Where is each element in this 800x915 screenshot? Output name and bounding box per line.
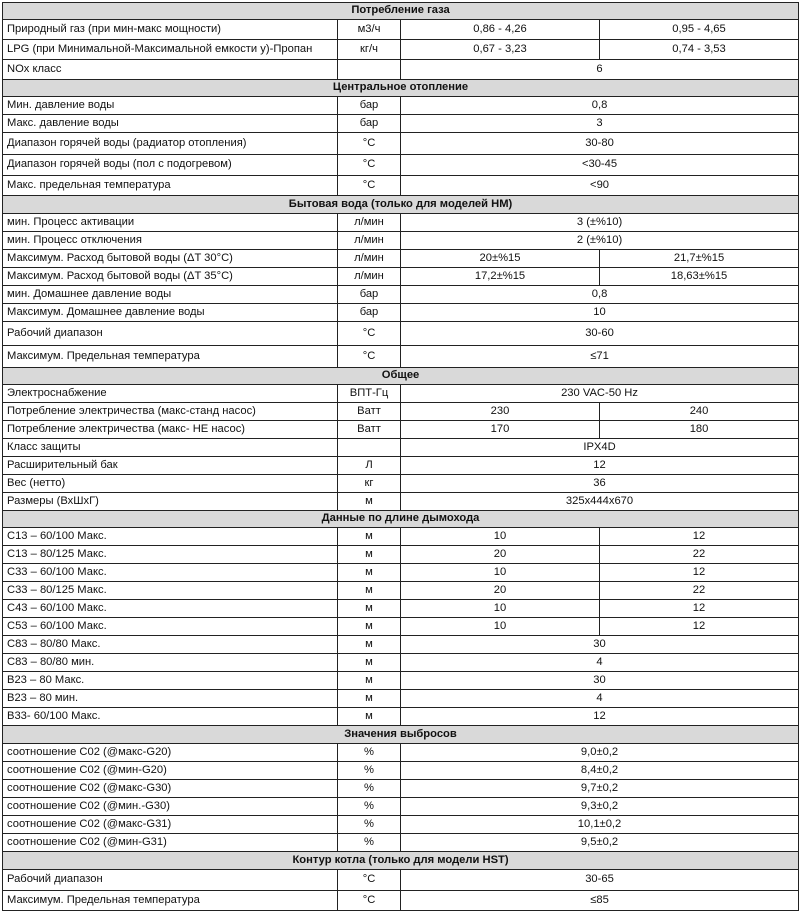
value-cell: 0,8 [401,97,799,115]
value-cell: ≤71 [401,346,799,368]
unit-cell: бар [338,286,401,304]
section-title: Потребление газа [3,3,799,20]
section-header-row [3,80,799,97]
value-cell: <30-45 [401,155,799,176]
unit-cell: °C [338,176,401,196]
value-cell-model-2: 12 [600,618,799,636]
table-row [3,115,799,133]
table-row [3,654,799,672]
section-header-row [3,726,799,744]
value-cell-model-2: 12 [600,528,799,546]
parameter-cell: Потребление электричества (макс-станд насос) [3,403,338,421]
table-row [3,20,799,40]
unit-cell: м [338,600,401,618]
parameter-cell: Максимум. Предельная температура [3,346,338,368]
unit-cell: м [338,690,401,708]
table-row [3,708,799,726]
unit-cell: м [338,618,401,636]
parameter-cell: Мин. давление воды [3,97,338,115]
table-row [3,346,799,368]
table-row [3,232,799,250]
parameter-cell: Диапазон горячей воды (радиатор отопления) [3,133,338,155]
parameter-cell: Потребление электричества (макс- НЕ насос) [3,421,338,439]
section-header-row [3,368,799,385]
parameter-cell: C33 – 60/100 Макс. [3,564,338,582]
parameter-cell: B33- 60/100 Макс. [3,708,338,726]
table-row [3,176,799,196]
parameter-cell: соотношение C02 (@мин.-G30) [3,798,338,816]
table-row [3,870,799,891]
parameter-cell: мин. Процесс отключения [3,232,338,250]
value-cell-model-1: 10 [401,528,600,546]
value-cell: 30-60 [401,322,799,346]
parameter-cell: Расширительный бак [3,457,338,475]
table-row [3,546,799,564]
specifications-body [3,3,799,911]
unit-cell [338,60,401,80]
parameter-cell: Максимум. Домашнее давление воды [3,304,338,322]
unit-cell: м [338,582,401,600]
value-cell-model-1: 10 [401,618,600,636]
unit-cell: л/мин [338,250,401,268]
parameter-cell: Макс. предельная температура [3,176,338,196]
parameter-cell: C13 – 80/125 Макс. [3,546,338,564]
table-row [3,564,799,582]
value-cell-model-1: 10 [401,564,600,582]
parameter-cell: Природный газ (при мин-макс мощности) [3,20,338,40]
value-cell: 4 [401,654,799,672]
parameter-cell: C33 – 80/125 Макс. [3,582,338,600]
value-cell-model-2: 21,7±%15 [600,250,799,268]
parameter-cell: Максимум. Расход бытовой воды (ΔT 30°C) [3,250,338,268]
value-cell-model-1: 17,2±%15 [401,268,600,286]
value-cell: 9,5±0,2 [401,834,799,852]
value-cell-model-1: 0,67 - 3,23 [401,40,600,60]
value-cell-model-1: 10 [401,600,600,618]
value-cell: 30-65 [401,870,799,891]
unit-cell: Л [338,457,401,475]
section-header-row [3,852,799,870]
parameter-cell: C13 – 60/100 Макс. [3,528,338,546]
value-cell: 2 (±%10) [401,232,799,250]
parameter-cell: Класс защиты [3,439,338,457]
parameter-cell: B23 – 80 мин. [3,690,338,708]
unit-cell: % [338,744,401,762]
section-title: Данные по длине дымохода [3,511,799,528]
parameter-cell: C43 – 60/100 Макс. [3,600,338,618]
parameter-cell: Максимум. Расход бытовой воды (ΔT 35°C) [3,268,338,286]
table-row [3,636,799,654]
specifications-table [2,2,799,911]
value-cell: 6 [401,60,799,80]
parameter-cell: Макс. давление воды [3,115,338,133]
unit-cell: кг [338,475,401,493]
value-cell: 30-80 [401,133,799,155]
unit-cell: % [338,816,401,834]
unit-cell: бар [338,115,401,133]
unit-cell [338,439,401,457]
parameter-cell: соотношение C02 (@мин-G31) [3,834,338,852]
unit-cell: °C [338,891,401,911]
table-row [3,250,799,268]
value-cell-model-2: 0,74 - 3,53 [600,40,799,60]
value-cell: 9,3±0,2 [401,798,799,816]
table-row [3,421,799,439]
value-cell: <90 [401,176,799,196]
parameter-cell: LPG (при Минимальной-Максимальной емкости у)-Пропан [3,40,338,60]
unit-cell: м [338,528,401,546]
unit-cell: м [338,636,401,654]
parameter-cell: Диапазон горячей воды (пол с подогревом) [3,155,338,176]
parameter-cell: Максимум. Предельная температура [3,891,338,911]
table-row [3,798,799,816]
parameter-cell: C83 – 80/80 Макс. [3,636,338,654]
section-header-row [3,511,799,528]
unit-cell: бар [338,97,401,115]
unit-cell: °C [338,155,401,176]
table-row [3,97,799,115]
parameter-cell: Рабочий диапазон [3,870,338,891]
parameter-cell: Вес (нетто) [3,475,338,493]
value-cell: 12 [401,708,799,726]
unit-cell: °C [338,322,401,346]
unit-cell: Ватт [338,403,401,421]
section-title: Бытовая вода (только для моделей HM) [3,196,799,214]
unit-cell: ВПТ-Гц [338,385,401,403]
table-row [3,780,799,798]
value-cell-model-1: 20 [401,546,600,564]
unit-cell: л/мин [338,268,401,286]
table-row [3,891,799,911]
parameter-cell: соотношение C02 (@макс-G30) [3,780,338,798]
unit-cell: % [338,762,401,780]
table-row [3,618,799,636]
table-row [3,286,799,304]
value-cell-model-2: 12 [600,564,799,582]
value-cell: 36 [401,475,799,493]
value-cell: 8,4±0,2 [401,762,799,780]
table-row [3,304,799,322]
table-row [3,155,799,176]
table-row [3,322,799,346]
parameter-cell: B23 – 80 Макс. [3,672,338,690]
table-row [3,385,799,403]
unit-cell: % [338,780,401,798]
table-row [3,493,799,511]
value-cell: IPX4D [401,439,799,457]
table-row [3,439,799,457]
value-cell: 30 [401,672,799,690]
table-row [3,403,799,421]
value-cell: 0,8 [401,286,799,304]
value-cell: 9,7±0,2 [401,780,799,798]
unit-cell: % [338,834,401,852]
table-row [3,834,799,852]
section-title: Контур котла (только для модели HST) [3,852,799,870]
value-cell-model-1: 170 [401,421,600,439]
value-cell-model-1: 0,86 - 4,26 [401,20,600,40]
section-title: Значения выбросов [3,726,799,744]
parameter-cell: соотношение C02 (@макс-G31) [3,816,338,834]
parameter-cell: C83 – 80/80 мин. [3,654,338,672]
value-cell-model-1: 20 [401,582,600,600]
unit-cell: кг/ч [338,40,401,60]
table-row [3,528,799,546]
unit-cell: °C [338,346,401,368]
table-row [3,214,799,232]
unit-cell: бар [338,304,401,322]
value-cell: 10 [401,304,799,322]
value-cell-model-2: 0,95 - 4,65 [600,20,799,40]
section-title: Центральное отопление [3,80,799,97]
table-row [3,457,799,475]
unit-cell: °C [338,133,401,155]
parameter-cell: Размеры (ВхШхГ) [3,493,338,511]
value-cell-model-1: 20±%15 [401,250,600,268]
table-row [3,744,799,762]
value-cell: 325x444x670 [401,493,799,511]
table-row [3,816,799,834]
unit-cell: м [338,564,401,582]
table-row [3,60,799,80]
table-row [3,690,799,708]
unit-cell: Ватт [338,421,401,439]
section-header-row [3,196,799,214]
unit-cell: м3/ч [338,20,401,40]
table-row [3,475,799,493]
value-cell-model-2: 240 [600,403,799,421]
table-row [3,40,799,60]
table-row [3,762,799,780]
unit-cell: л/мин [338,214,401,232]
unit-cell: °C [338,870,401,891]
value-cell: 4 [401,690,799,708]
parameter-cell: соотношение C02 (@макс-G20) [3,744,338,762]
table-row [3,268,799,286]
value-cell: 9,0±0,2 [401,744,799,762]
unit-cell: м [338,672,401,690]
table-row [3,582,799,600]
value-cell: 12 [401,457,799,475]
unit-cell: м [338,493,401,511]
parameter-cell: мин. Домашнее давление воды [3,286,338,304]
section-title: Общее [3,368,799,385]
section-header-row [3,3,799,20]
parameter-cell: Электроснабжение [3,385,338,403]
unit-cell: л/мин [338,232,401,250]
value-cell-model-2: 22 [600,546,799,564]
value-cell-model-2: 180 [600,421,799,439]
value-cell: 10,1±0,2 [401,816,799,834]
parameter-cell: C53 – 60/100 Макс. [3,618,338,636]
table-row [3,133,799,155]
value-cell: 3 (±%10) [401,214,799,232]
value-cell: 230 VAC-50 Hz [401,385,799,403]
value-cell-model-2: 22 [600,582,799,600]
table-row [3,600,799,618]
parameter-cell: NOx класс [3,60,338,80]
parameter-cell: мин. Процесс активации [3,214,338,232]
unit-cell: м [338,546,401,564]
unit-cell: м [338,654,401,672]
parameter-cell: соотношение C02 (@мин-G20) [3,762,338,780]
table-row [3,672,799,690]
unit-cell: м [338,708,401,726]
unit-cell: % [338,798,401,816]
value-cell: ≤85 [401,891,799,911]
parameter-cell: Рабочий диапазон [3,322,338,346]
value-cell-model-2: 12 [600,600,799,618]
value-cell: 3 [401,115,799,133]
value-cell-model-2: 18,63±%15 [600,268,799,286]
value-cell-model-1: 230 [401,403,600,421]
value-cell: 30 [401,636,799,654]
